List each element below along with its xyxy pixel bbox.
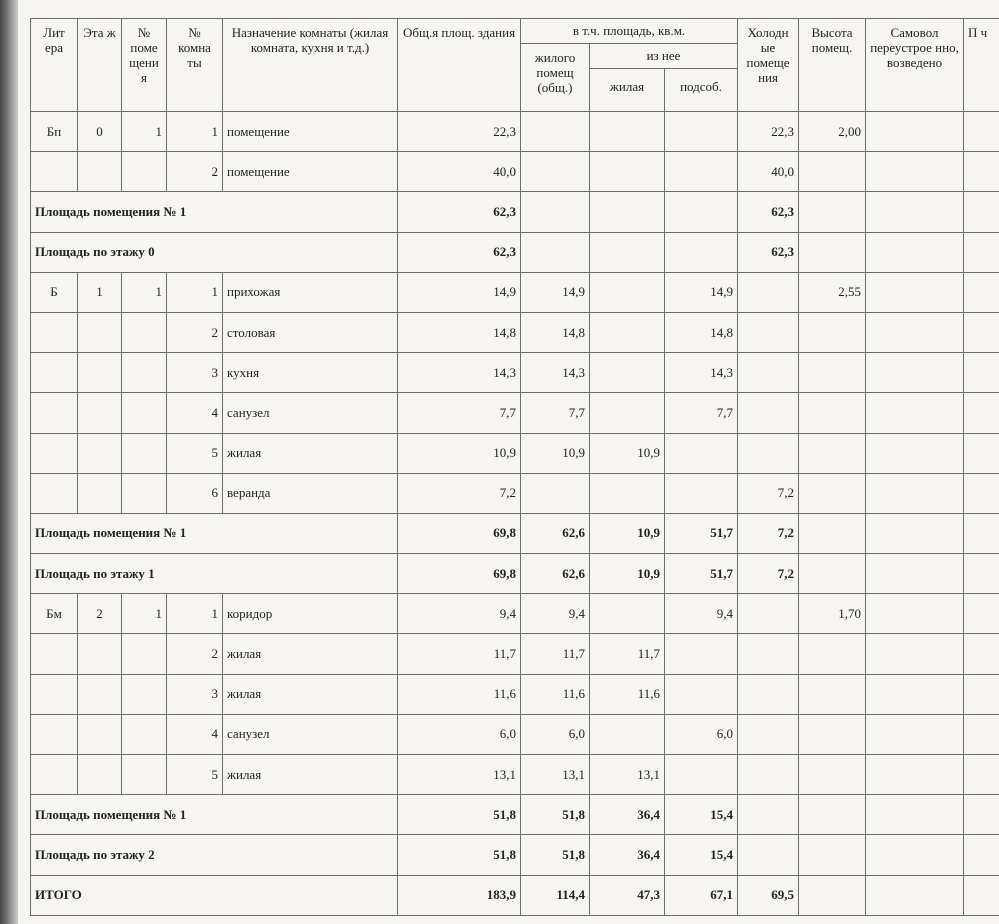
- total-area-cell: 69,8: [398, 554, 521, 594]
- aux-area-cell: 15,4: [665, 835, 738, 875]
- summary-label: ИТОГО: [31, 875, 398, 915]
- area-explication-table: [30, 18, 999, 916]
- summary-row: [31, 835, 999, 875]
- cut-column-cell: [964, 795, 999, 835]
- height-cell: [799, 755, 866, 795]
- header-unauthorized: Самовол переустрое нно, возведено: [866, 19, 964, 112]
- total-area-cell: 14,8: [398, 312, 521, 352]
- premise-no-cell: [122, 152, 167, 192]
- litera-cell: [31, 433, 78, 473]
- room-row: [31, 755, 999, 795]
- premise-no-cell: [122, 674, 167, 714]
- living-premise-cell: 13,1: [521, 755, 590, 795]
- room-row: [31, 674, 999, 714]
- cut-column-cell: [964, 554, 999, 594]
- aux-area-cell: 7,7: [665, 393, 738, 433]
- living-area-cell: 10,9: [590, 513, 665, 553]
- living-premise-cell: 14,3: [521, 353, 590, 393]
- cold-area-cell: [738, 634, 799, 674]
- living-premise-cell: 6,0: [521, 714, 590, 754]
- living-premise-cell: 7,7: [521, 393, 590, 433]
- purpose-cell: прихожая: [223, 272, 398, 312]
- living-premise-cell: [521, 473, 590, 513]
- room-row: [31, 714, 999, 754]
- cut-column-cell: [964, 714, 999, 754]
- purpose-cell: санузел: [223, 393, 398, 433]
- height-cell: [799, 232, 866, 272]
- aux-area-cell: [665, 473, 738, 513]
- room-row: [31, 433, 999, 473]
- height-cell: [799, 312, 866, 352]
- header-living-premise: жилого помещ (общ.): [521, 44, 590, 112]
- header-purpose: Назначение комнаты (жилая комната, кухня и т.д.): [223, 19, 398, 112]
- unauthorized-cell: [866, 795, 964, 835]
- total-area-cell: 40,0: [398, 152, 521, 192]
- room-row: [31, 112, 999, 152]
- floor-cell: [78, 433, 122, 473]
- room-row: [31, 634, 999, 674]
- aux-area-cell: 14,3: [665, 353, 738, 393]
- unauthorized-cell: [866, 594, 964, 634]
- unauthorized-cell: [866, 192, 964, 232]
- height-cell: [799, 554, 866, 594]
- height-cell: [799, 795, 866, 835]
- living-area-cell: 36,4: [590, 795, 665, 835]
- room-row: [31, 594, 999, 634]
- unauthorized-cell: [866, 433, 964, 473]
- unauthorized-cell: [866, 232, 964, 272]
- cold-area-cell: [738, 353, 799, 393]
- room-row: [31, 312, 999, 352]
- aux-area-cell: 9,4: [665, 594, 738, 634]
- living-area-cell: 11,6: [590, 674, 665, 714]
- summary-label: Площадь помещения № 1: [31, 513, 398, 553]
- living-area-cell: [590, 232, 665, 272]
- aux-area-cell: [665, 192, 738, 232]
- cut-column-cell: [964, 674, 999, 714]
- purpose-cell: помещение: [223, 112, 398, 152]
- cut-column-cell: [964, 272, 999, 312]
- floor-cell: 2: [78, 594, 122, 634]
- litera-cell: [31, 473, 78, 513]
- total-area-cell: 7,2: [398, 473, 521, 513]
- living-premise-cell: 10,9: [521, 433, 590, 473]
- total-area-cell: 13,1: [398, 755, 521, 795]
- premise-no-cell: [122, 634, 167, 674]
- premise-no-cell: 1: [122, 112, 167, 152]
- header-total-area: Общ.я площ. здания: [398, 19, 521, 112]
- unauthorized-cell: [866, 554, 964, 594]
- cold-area-cell: 7,2: [738, 554, 799, 594]
- premise-no-cell: [122, 353, 167, 393]
- room-no-cell: 1: [167, 272, 223, 312]
- room-no-cell: 2: [167, 634, 223, 674]
- litera-cell: Бм: [31, 594, 78, 634]
- height-cell: [799, 835, 866, 875]
- aux-area-cell: 14,8: [665, 312, 738, 352]
- room-no-cell: 1: [167, 112, 223, 152]
- cold-area-cell: 7,2: [738, 513, 799, 553]
- living-premise-cell: 11,7: [521, 634, 590, 674]
- litera-cell: [31, 393, 78, 433]
- room-no-cell: 2: [167, 152, 223, 192]
- floor-cell: [78, 755, 122, 795]
- living-area-cell: [590, 112, 665, 152]
- living-area-cell: [590, 473, 665, 513]
- floor-cell: [78, 634, 122, 674]
- cut-column-cell: [964, 433, 999, 473]
- height-cell: [799, 393, 866, 433]
- total-area-cell: 7,7: [398, 393, 521, 433]
- summary-label: Площадь по этажу 2: [31, 835, 398, 875]
- height-cell: [799, 192, 866, 232]
- room-no-cell: 3: [167, 674, 223, 714]
- premise-no-cell: [122, 473, 167, 513]
- room-no-cell: 5: [167, 755, 223, 795]
- cold-area-cell: [738, 312, 799, 352]
- premise-no-cell: [122, 312, 167, 352]
- living-area-cell: [590, 393, 665, 433]
- room-row: [31, 473, 999, 513]
- height-cell: [799, 152, 866, 192]
- cold-area-cell: [738, 272, 799, 312]
- cold-area-cell: [738, 594, 799, 634]
- total-area-cell: 10,9: [398, 433, 521, 473]
- purpose-cell: столовая: [223, 312, 398, 352]
- total-area-cell: 6,0: [398, 714, 521, 754]
- living-area-cell: [590, 312, 665, 352]
- height-cell: [799, 353, 866, 393]
- purpose-cell: коридор: [223, 594, 398, 634]
- unauthorized-cell: [866, 353, 964, 393]
- unauthorized-cell: [866, 393, 964, 433]
- summary-row: [31, 513, 999, 553]
- living-area-cell: 13,1: [590, 755, 665, 795]
- room-row: [31, 272, 999, 312]
- unauthorized-cell: [866, 272, 964, 312]
- purpose-cell: помещение: [223, 152, 398, 192]
- header-living: жилая: [590, 69, 665, 112]
- room-no-cell: 4: [167, 714, 223, 754]
- living-premise-cell: 14,8: [521, 312, 590, 352]
- room-no-cell: 6: [167, 473, 223, 513]
- cold-area-cell: [738, 393, 799, 433]
- summary-row: [31, 192, 999, 232]
- floor-cell: 0: [78, 112, 122, 152]
- height-cell: [799, 674, 866, 714]
- header-litera: Лит ера: [31, 19, 78, 112]
- aux-area-cell: [665, 152, 738, 192]
- room-row: [31, 353, 999, 393]
- living-area-cell: [590, 192, 665, 232]
- purpose-cell: кухня: [223, 353, 398, 393]
- floor-cell: [78, 473, 122, 513]
- floor-cell: [78, 312, 122, 352]
- header-floor: Эта ж: [78, 19, 122, 112]
- room-no-cell: 4: [167, 393, 223, 433]
- living-premise-cell: [521, 192, 590, 232]
- summary-label: Площадь по этажу 1: [31, 554, 398, 594]
- cut-column-cell: [964, 312, 999, 352]
- unauthorized-cell: [866, 755, 964, 795]
- header-auxiliary: подсоб.: [665, 69, 738, 112]
- unauthorized-cell: [866, 513, 964, 553]
- total-area-cell: 51,8: [398, 835, 521, 875]
- cut-column-cell: [964, 835, 999, 875]
- premise-no-cell: 1: [122, 272, 167, 312]
- unauthorized-cell: [866, 674, 964, 714]
- living-premise-cell: [521, 232, 590, 272]
- litera-cell: [31, 152, 78, 192]
- living-area-cell: [590, 594, 665, 634]
- premise-no-cell: [122, 714, 167, 754]
- purpose-cell: веранда: [223, 473, 398, 513]
- height-cell: [799, 634, 866, 674]
- premise-no-cell: [122, 433, 167, 473]
- aux-area-cell: 67,1: [665, 875, 738, 915]
- living-premise-cell: 11,6: [521, 674, 590, 714]
- cut-column-cell: [964, 232, 999, 272]
- document-sheet: [18, 0, 999, 924]
- summary-label: Площадь помещения № 1: [31, 795, 398, 835]
- unauthorized-cell: [866, 714, 964, 754]
- cut-column-cell: [964, 594, 999, 634]
- living-premise-cell: 9,4: [521, 594, 590, 634]
- floor-cell: [78, 714, 122, 754]
- aux-area-cell: [665, 433, 738, 473]
- living-premise-cell: 62,6: [521, 513, 590, 553]
- total-area-cell: 62,3: [398, 192, 521, 232]
- header-cold: Холодн ые помеще ния: [738, 19, 799, 112]
- litera-cell: [31, 755, 78, 795]
- aux-area-cell: 15,4: [665, 795, 738, 835]
- aux-area-cell: [665, 755, 738, 795]
- summary-row: [31, 795, 999, 835]
- total-area-cell: 11,6: [398, 674, 521, 714]
- floor-cell: [78, 393, 122, 433]
- floor-cell: [78, 674, 122, 714]
- unauthorized-cell: [866, 112, 964, 152]
- cut-column-cell: [964, 875, 999, 915]
- height-cell: [799, 433, 866, 473]
- scan-binding-edge: [0, 0, 18, 924]
- table-header: [31, 19, 999, 112]
- cold-area-cell: [738, 835, 799, 875]
- header-of-which: из нее: [590, 44, 738, 69]
- cold-area-cell: 69,5: [738, 875, 799, 915]
- living-area-cell: 47,3: [590, 875, 665, 915]
- room-row: [31, 393, 999, 433]
- header-cut-column: П ч: [964, 19, 999, 112]
- litera-cell: [31, 312, 78, 352]
- cold-area-cell: 62,3: [738, 232, 799, 272]
- summary-label: Площадь по этажу 0: [31, 232, 398, 272]
- cold-area-cell: [738, 674, 799, 714]
- room-no-cell: 1: [167, 594, 223, 634]
- cut-column-cell: [964, 393, 999, 433]
- cut-column-cell: [964, 152, 999, 192]
- cut-column-cell: [964, 473, 999, 513]
- living-area-cell: [590, 272, 665, 312]
- premise-no-cell: [122, 755, 167, 795]
- cut-column-cell: [964, 513, 999, 553]
- litera-cell: [31, 353, 78, 393]
- living-area-cell: 10,9: [590, 554, 665, 594]
- total-area-cell: 14,3: [398, 353, 521, 393]
- height-cell: [799, 513, 866, 553]
- living-area-cell: 36,4: [590, 835, 665, 875]
- height-cell: 1,70: [799, 594, 866, 634]
- unauthorized-cell: [866, 152, 964, 192]
- height-cell: [799, 714, 866, 754]
- height-cell: 2,55: [799, 272, 866, 312]
- purpose-cell: жилая: [223, 674, 398, 714]
- litera-cell: [31, 714, 78, 754]
- total-area-cell: 183,9: [398, 875, 521, 915]
- cut-column-cell: [964, 192, 999, 232]
- total-area-cell: 11,7: [398, 634, 521, 674]
- purpose-cell: санузел: [223, 714, 398, 754]
- aux-area-cell: 51,7: [665, 513, 738, 553]
- total-area-cell: 51,8: [398, 795, 521, 835]
- cut-column-cell: [964, 634, 999, 674]
- header-incl-area: в т.ч. площадь, кв.м.: [521, 19, 738, 44]
- living-premise-cell: 14,9: [521, 272, 590, 312]
- living-premise-cell: [521, 112, 590, 152]
- unauthorized-cell: [866, 634, 964, 674]
- cold-area-cell: [738, 433, 799, 473]
- living-premise-cell: [521, 152, 590, 192]
- living-area-cell: 10,9: [590, 433, 665, 473]
- purpose-cell: жилая: [223, 634, 398, 674]
- aux-area-cell: [665, 674, 738, 714]
- cold-area-cell: [738, 714, 799, 754]
- living-premise-cell: 51,8: [521, 795, 590, 835]
- cut-column-cell: [964, 755, 999, 795]
- floor-cell: [78, 152, 122, 192]
- room-row: [31, 152, 999, 192]
- header-height: Высота помещ.: [799, 19, 866, 112]
- aux-area-cell: [665, 634, 738, 674]
- summary-row: [31, 554, 999, 594]
- cold-area-cell: [738, 795, 799, 835]
- room-no-cell: 2: [167, 312, 223, 352]
- room-no-cell: 3: [167, 353, 223, 393]
- summary-label: Площадь помещения № 1: [31, 192, 398, 232]
- total-area-cell: 14,9: [398, 272, 521, 312]
- aux-area-cell: 14,9: [665, 272, 738, 312]
- cold-area-cell: 7,2: [738, 473, 799, 513]
- total-area-cell: 9,4: [398, 594, 521, 634]
- litera-cell: Бп: [31, 112, 78, 152]
- height-cell: 2,00: [799, 112, 866, 152]
- purpose-cell: жилая: [223, 755, 398, 795]
- cut-column-cell: [964, 112, 999, 152]
- height-cell: [799, 473, 866, 513]
- aux-area-cell: [665, 232, 738, 272]
- summary-row: [31, 232, 999, 272]
- cold-area-cell: 40,0: [738, 152, 799, 192]
- unauthorized-cell: [866, 835, 964, 875]
- litera-cell: Б: [31, 272, 78, 312]
- unauthorized-cell: [866, 875, 964, 915]
- cut-column-cell: [964, 353, 999, 393]
- header-premise-no: № поме щени я: [122, 19, 167, 112]
- living-area-cell: [590, 353, 665, 393]
- unauthorized-cell: [866, 473, 964, 513]
- total-area-cell: 22,3: [398, 112, 521, 152]
- living-area-cell: 11,7: [590, 634, 665, 674]
- floor-cell: [78, 353, 122, 393]
- living-premise-cell: 51,8: [521, 835, 590, 875]
- cold-area-cell: 22,3: [738, 112, 799, 152]
- living-premise-cell: 114,4: [521, 875, 590, 915]
- header-room-no: № комна ты: [167, 19, 223, 112]
- total-area-cell: 69,8: [398, 513, 521, 553]
- unauthorized-cell: [866, 312, 964, 352]
- living-area-cell: [590, 152, 665, 192]
- premise-no-cell: [122, 393, 167, 433]
- living-premise-cell: 62,6: [521, 554, 590, 594]
- litera-cell: [31, 634, 78, 674]
- height-cell: [799, 875, 866, 915]
- aux-area-cell: 6,0: [665, 714, 738, 754]
- summary-row: [31, 875, 999, 915]
- purpose-cell: жилая: [223, 433, 398, 473]
- cold-area-cell: [738, 755, 799, 795]
- aux-area-cell: 51,7: [665, 554, 738, 594]
- aux-area-cell: [665, 112, 738, 152]
- total-area-cell: 62,3: [398, 232, 521, 272]
- living-area-cell: [590, 714, 665, 754]
- litera-cell: [31, 674, 78, 714]
- floor-cell: 1: [78, 272, 122, 312]
- cold-area-cell: 62,3: [738, 192, 799, 232]
- table-body: [31, 112, 999, 916]
- premise-no-cell: 1: [122, 594, 167, 634]
- room-no-cell: 5: [167, 433, 223, 473]
